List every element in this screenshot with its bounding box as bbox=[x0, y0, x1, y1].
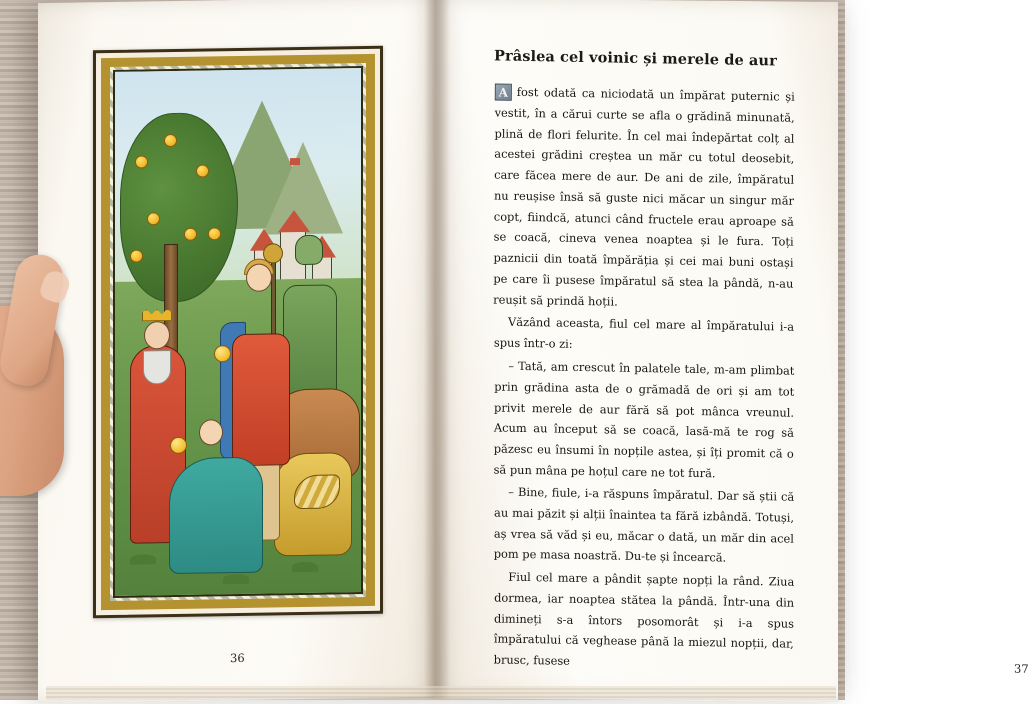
open-book bbox=[38, 0, 1029, 700]
page-edge-stack bbox=[46, 686, 836, 700]
golden-apple bbox=[130, 250, 143, 263]
princess-head bbox=[199, 419, 223, 445]
king-head bbox=[144, 321, 170, 349]
paragraph-text: fost odată ca niciodată un împărat puternic și vestit, în a cărui curte se afla o grădină minunată, plină de flori felurite. În cel mai îndepărtat colț al acestei grădini creștea un măr cu totul deosebit, care făcea mere de aur. De ani de zile, împăratul nu reușise însă să guste nici măcar un singur măr copt, fiindcă, atunci când fructele erau aproape să se coacă, cineva venea noaptea și le fura. Toți paznicii din toată împărăția și cei mai buni ostași pe care îi pusese împăratul să stea la pândă, n-au reușit să prindă hoții. bbox=[493, 84, 795, 309]
story-body bbox=[494, 83, 794, 675]
text-column bbox=[494, 49, 794, 677]
drop-cap: A bbox=[495, 84, 512, 101]
princess-gown bbox=[169, 456, 263, 574]
paragraph: Fiul cel mare a pândit șapte nopți la rând. Ziua dormea, iar noaptea stătea la pândă. Într-una din dimineți s-a întors posomorât și i-a spus împăratului că veghease până la miezul nopții, dar, brusc, fusese bbox=[493, 570, 795, 669]
chapter-title: Prâslea cel voinic și merele de aur bbox=[493, 47, 777, 70]
paragraph: – Tată, am crescut în palatele tale, m-am plimbat prin grădina asta de o grămadă de ori și am tot privit merele de aur fără să pot mânca vreunul. Acum au început să se coacă, lasă-mă te rog să păzesc eu însumi în nopțile astea, și îți promit că o să pun mâna pe hoțul care ne tot fură. bbox=[493, 358, 795, 480]
grass-tuft bbox=[223, 573, 249, 583]
illustration-frame bbox=[93, 46, 383, 619]
grass-tuft bbox=[292, 562, 318, 572]
prince-head bbox=[246, 264, 272, 292]
king-beard bbox=[143, 350, 171, 384]
paragraph: Văzând aceasta, fiul cel mare al împăratului i-a spus într-o zi: bbox=[493, 315, 795, 351]
left-page bbox=[38, 0, 436, 703]
page-number-left: 36 bbox=[230, 650, 245, 666]
paragraph bbox=[493, 82, 795, 315]
castle-flag bbox=[290, 158, 300, 165]
crown-icon bbox=[142, 309, 172, 321]
paragraph: – Bine, fiule, i-a răspuns împăratul. Dar să știi că au mai păzit și alții înaintea ta fără izbândă. Totuși, aș vrea să văd și eu, măcar o dată, un măr din acel pom pe masa noastră. Du-te și încearcă. bbox=[493, 485, 795, 566]
golden-apple bbox=[135, 155, 148, 168]
princess-figure bbox=[169, 415, 265, 574]
page-number-right: 37 bbox=[1014, 661, 1029, 676]
illustration-artwork bbox=[113, 66, 363, 598]
right-page bbox=[434, 0, 1029, 702]
grass-tuft bbox=[130, 554, 156, 564]
